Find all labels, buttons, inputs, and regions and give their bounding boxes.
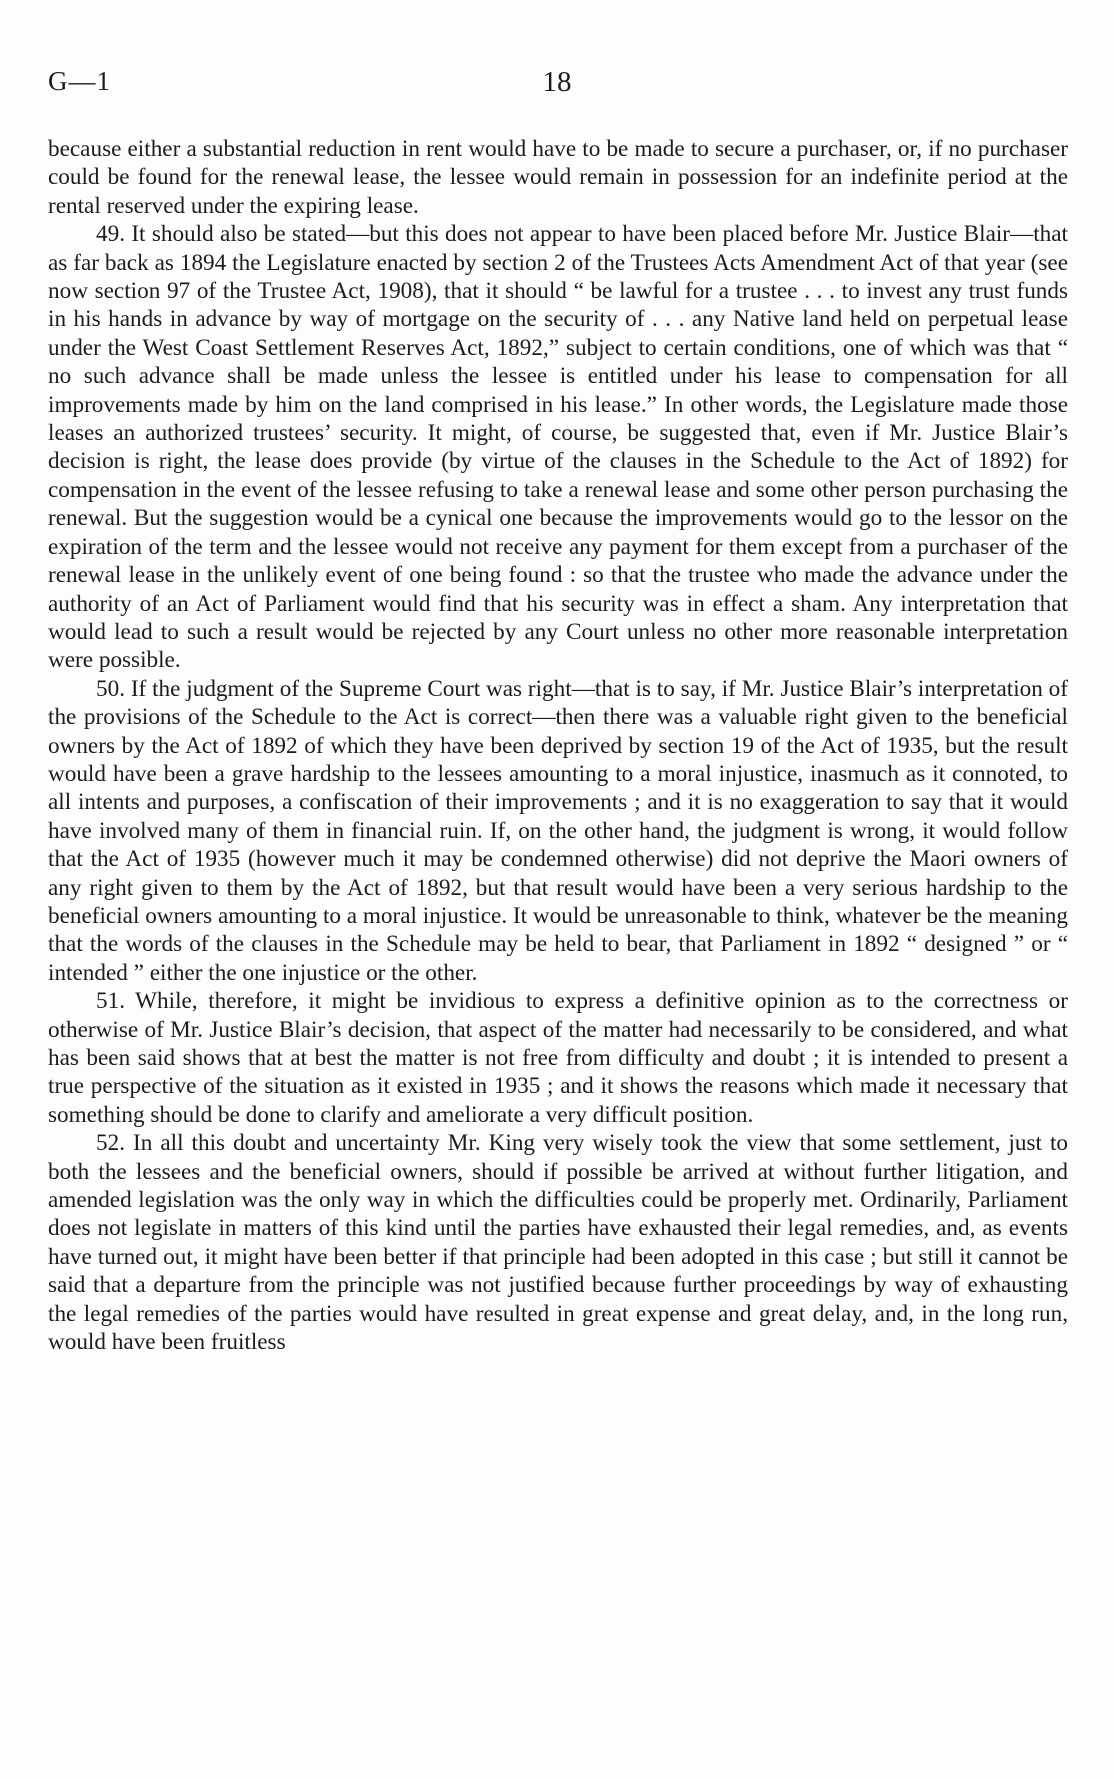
paragraph-49: 49. It should also be stated—but this does not appear to have been placed before Mr. Justice Blair—that as far back as 1894 the Legislature enacted by section 2 of the Trustees Acts Amendment Act of that year (see now section 97 of the Trustee Act, 1908), that it should “ be lawful for a trustee . . . to invest any trust funds in his hands in advance by way of mortgage on the security of . . . any Native land held on perpetual lease under the West Coast Settlement Reserves Act, 1892,” subject to certain conditions, one of which was that “ no such advance shall be made unless the lessee is entitled under his lease to compensation for all improvements made by him on the land comprised in his lease.” In other words, the Legislature made those leases an authorized trustees’ security. It might, of course, be suggested that, even if Mr. Justice Blair’s decision is right, the lease does provide (by virtue of the clauses in the Schedule to the Act of 1892) for compensation in the event of the lessee refusing to take a renewal lease and some other person purchasing the renewal. But the suggestion would be a cynical one because the improvements would go to the lessor on the expiration of the term and the lessee would not receive any payment for them except from a purchaser of the renewal lease in the unlikely event of one being found : so that the trustee who made the advance under the authority of an Act of Parliament would find that his security was in effect a sham. Any interpretation that would lead to such a result would be rejected by any Court unless no other more reasonable interpretation were possible. [48, 221, 1068, 674]
document-id: G—1 [48, 66, 111, 96]
paragraph-50: 50. If the judgment of the Supreme Court was right—that is to say, if Mr. Justice Blair’s interpretation of the provisions of the Schedule to the Act is correct—then there was a valuable right given to the beneficial owners by the Act of 1892 of which they have been deprived by section 19 of the Act of 1935, but the result would have been a grave hardship to the lessees amounting to a moral injustice, inasmuch as it connoted, to all intents and purposes, a confiscation of their improvements ; and it is no exaggeration to say that it would have involved many of them in financial ruin. If, on the other hand, the judgment is wrong, it would follow that the Act of 1935 (however much it may be condemned otherwise) did not deprive the Maori owners of any right given to them by the Act of 1892, but that result would have been a very serious hardship to the beneficial owners amounting to a moral injustice. It would be unreasonable to think, whatever be the meaning that the words of the clauses in the Schedule may be held to bear, that Parliament in 1892 “ designed ” or “ intended ” either the one injustice or the other. [48, 675, 1068, 986]
document-body [48, 135, 1068, 1356]
paragraph-continuation: because either a substantial reduction in rent would have to be made to secure a purchaser, or, if no purchaser could be found for the renewal lease, the lessee would remain in possession for an indefinite period at the rental reserved under the expiring lease. [48, 136, 1068, 219]
page-header [48, 66, 1066, 106]
paragraph-51: 51. While, therefore, it might be invidious to express a definitive opinion as to the correctness or otherwise of Mr. Justice Blair’s decision, that aspect of the matter had necessarily to be considered, and what has been said shows that at best the matter is not free from difficulty and doubt ; it is intended to present a true perspective of the situation as it existed in 1935 ; and it shows the reasons which made it necessary that something should be done to clarify and ameliorate a very difficult position. [48, 988, 1068, 1128]
paragraph-52: 52. In all this doubt and uncertainty Mr. King very wisely took the view that some settlement, just to both the lessees and the beneficial owners, should if possible be arrived at without further litigation, and amended legislation was the only way in which the difficulties could be properly met. Ordinarily, Parliament does not legislate in matters of this kind until the parties have exhausted their legal remedies, and, as events have turned out, it might have been better if that principle had been adopted in this case ; but still it cannot be said that a departure from the principle was not justified because further proceedings by way of exhausting the legal remedies of the parties would have resulted in great expense and great delay, and, in the long run, would have been fruitless [48, 1130, 1068, 1356]
page-number: 18 [542, 66, 572, 98]
